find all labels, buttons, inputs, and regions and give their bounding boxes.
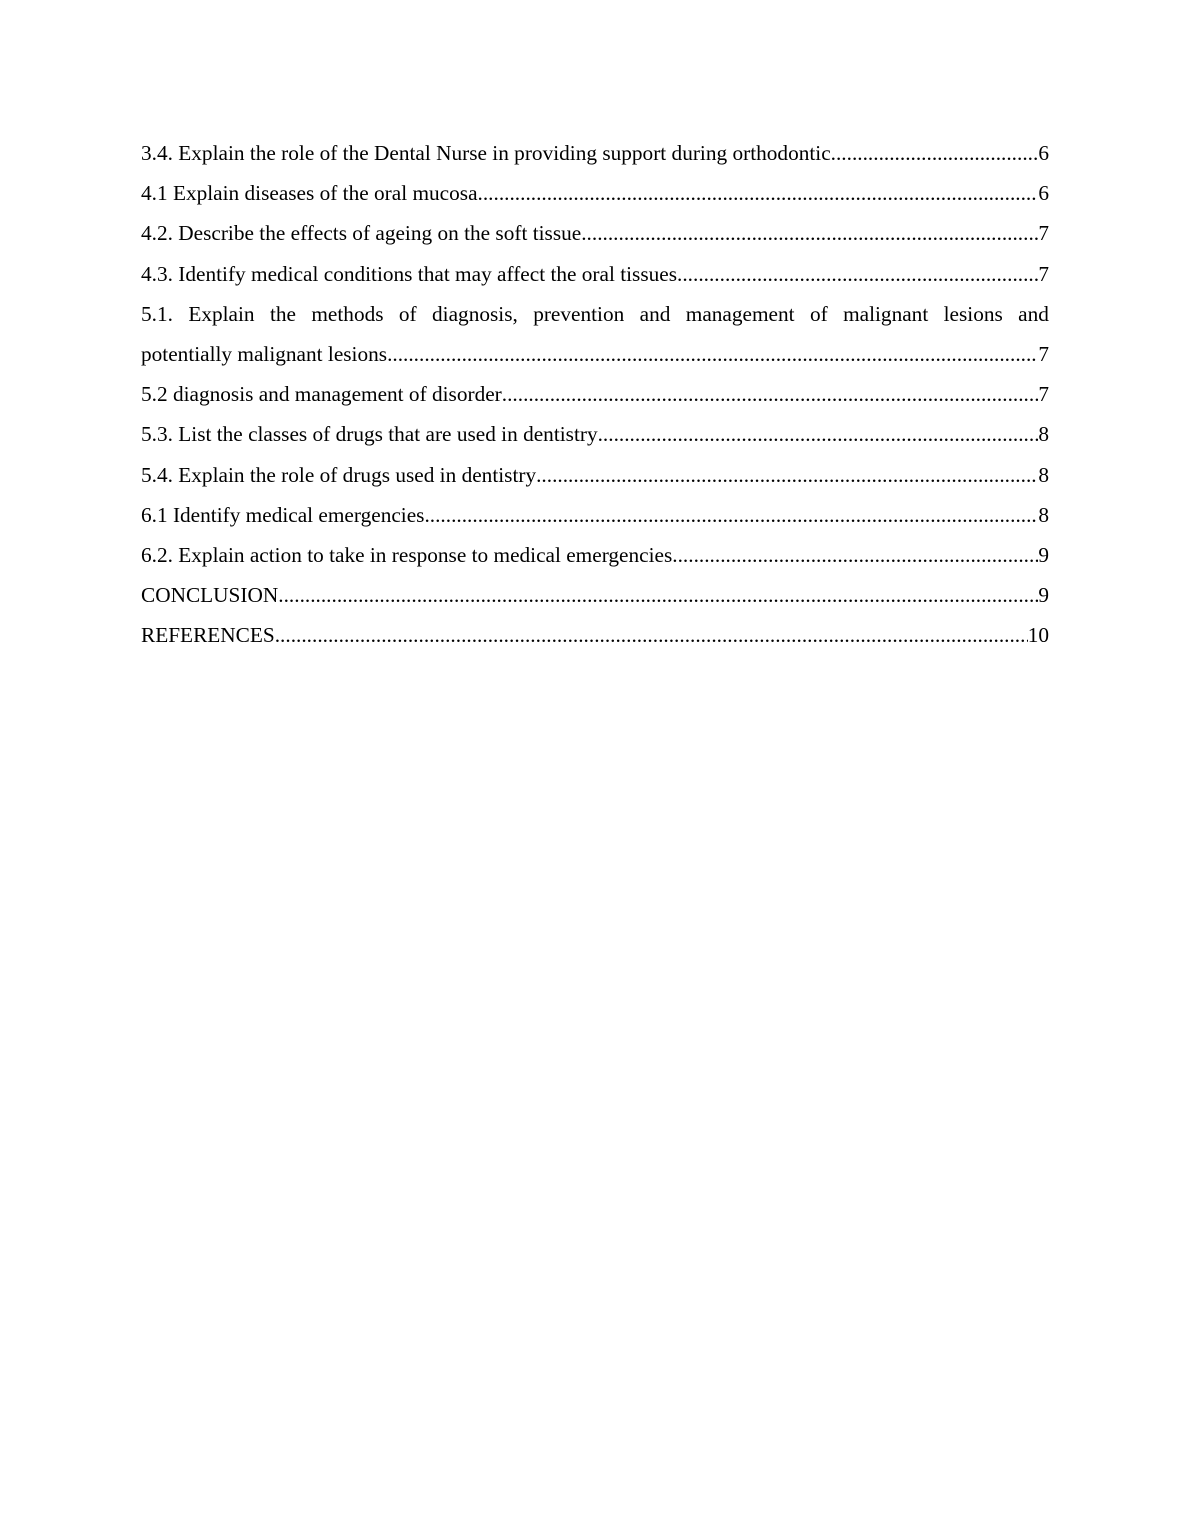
toc-entry[interactable] [141,374,1049,414]
dot-leader [536,455,1038,495]
toc-entry[interactable] [141,495,1049,535]
toc-entry-page: 7 [1038,382,1049,407]
toc-entry-page: 6 [1038,141,1049,165]
dot-leader [478,173,1039,213]
title-word: the [269,301,296,326]
toc-entry-title: 5.2 diagnosis and management of disorder [141,382,502,407]
toc-entry-title: 4.2. Describe the effects of ageing on the soft tissue [141,221,582,246]
title-word: and [1018,301,1049,326]
toc-entry-page: 8 [1038,462,1049,487]
toc-entry[interactable] [141,535,1049,575]
toc-entry-title-line1 [141,294,1049,334]
toc-entry-title: potentially malignant lesions [141,341,388,366]
title-word: malignant [843,301,929,326]
title-word: of [398,301,417,326]
toc-entry-page: 6 [1038,181,1049,206]
toc-entry-page: 7 [1038,221,1049,246]
toc-entry[interactable] [141,455,1049,495]
toc-entry-title: 5.3. List the classes of drugs that are used in dentistry [141,422,598,447]
toc-entry-page: 7 [1038,341,1049,366]
title-word: of [809,301,828,326]
toc-entry-page: 10 [1027,623,1049,648]
toc-entry-page: 8 [1038,502,1049,527]
dot-leader [677,254,1038,294]
dot-leader [598,414,1039,454]
title-word: lesions [943,301,1003,326]
toc-entry[interactable] [141,213,1049,253]
toc-entry-title: CONCLUSION [141,583,279,608]
title-word: methods [311,301,384,326]
toc-entry[interactable] [141,414,1049,454]
toc-entry[interactable] [141,294,1049,374]
toc-entry[interactable] [141,133,1049,173]
dot-leader [672,535,1038,575]
toc-entry-title: 6.1 Identify medical emergencies [141,502,425,527]
dot-leader [387,334,1038,374]
toc-entry-page: 9 [1038,542,1049,567]
toc-entry-title: REFERENCES [141,623,275,648]
toc-entry-page: 9 [1038,583,1049,608]
toc-entry-title: 4.3. Identify medical conditions that may affect the oral tissues [141,261,678,286]
table-of-contents [141,133,1049,655]
toc-entry-page: 7 [1038,261,1049,286]
toc-entry-title: 3.4. Explain the role of the Dental Nurse in providing support during orthodontic [141,141,831,165]
title-word: management [685,301,795,326]
dot-leader [831,133,1039,173]
toc-entry[interactable] [141,615,1049,655]
dot-leader [278,575,1038,615]
dot-leader [275,615,1028,655]
toc-entry-title-line2 [141,334,1049,374]
toc-entry-title: 6.2. Explain action to take in response to medical emergencies [141,542,673,567]
toc-entry-title: 4.1 Explain diseases of the oral mucosa [141,181,478,206]
title-word: diagnosis, [432,301,518,326]
title-word: and [639,301,671,326]
dot-leader [581,213,1038,253]
toc-entry[interactable] [141,173,1049,213]
title-word: Explain [188,301,255,326]
toc-entry[interactable] [141,575,1049,615]
dot-leader [502,374,1039,414]
toc-entry[interactable] [141,254,1049,294]
title-word: prevention [533,301,625,326]
toc-entry-page: 8 [1038,422,1049,447]
toc-entry-title: 5.4. Explain the role of drugs used in dentistry [141,462,537,487]
dot-leader [424,495,1038,535]
title-word: 5.1. [141,301,173,326]
